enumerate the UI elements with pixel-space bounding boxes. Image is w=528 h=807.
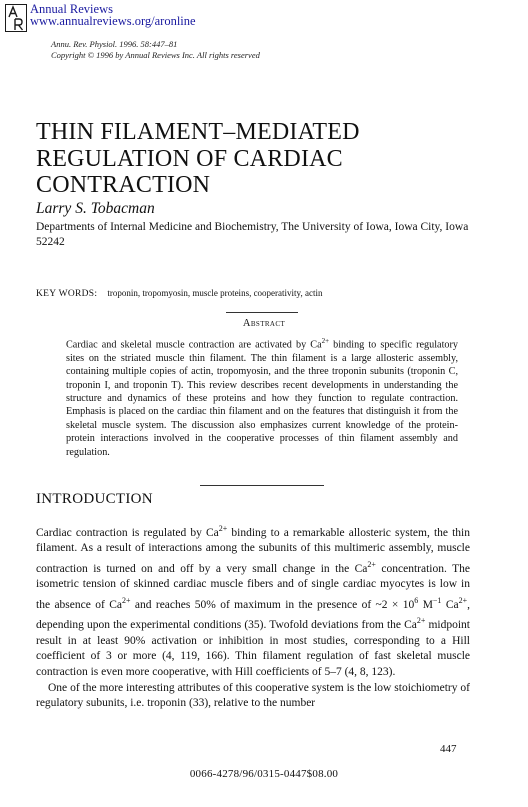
annual-reviews-logo-icon bbox=[6, 5, 26, 31]
abstract-heading: Abstract bbox=[242, 318, 286, 329]
author-name: Larry S. Tobacman bbox=[36, 200, 155, 217]
section-heading-introduction: INTRODUCTION bbox=[36, 491, 153, 507]
copyright-notice: Copyright © 1996 by Annual Reviews Inc. All rights reserved bbox=[51, 50, 260, 60]
annual-reviews-logo[interactable] bbox=[5, 4, 27, 32]
publisher-url-link[interactable]: www.annualreviews.org/aronline bbox=[30, 14, 196, 28]
abstract-text: Cardiac and skeletal muscle contraction are activated by $Ca^{2+}$ binding to specific regulatory sites on the striated muscle thin filament. The thin filament is a large allosteric assembly, containing multiple copies of actin, tropomyosin, and the three troponin subunits (troponin C, troponin I, and troponin T). This review describes recent developments in understanding the structure and dynamics of these proteins and how they function to regulate contraction. Emphasis is placed on the cardiac thin filament and on the features that distinguish it from the skeletal muscle system. The discussion also emphasizes current knowledge of the protein-protein interactions involved in the cooperative processes of thin filament assembly and regulation. bbox=[66, 337, 458, 458]
author-affiliation: Departments of Internal Medicine and Biochemistry, The University of Iowa, Iowa City, Iowa 52242 bbox=[36, 221, 469, 248]
page-number: 447 bbox=[440, 743, 457, 755]
abstract-bottom-rule bbox=[200, 485, 324, 486]
introduction-paragraph-1: Cardiac contraction is regulated by $Ca^{2+}$ binding to a remarkable allosteric system, the thin filament. As a result of interactions among the subunits of this multimeric assembly, muscle contraction is turned on and off by a very small change in the $Ca^{2+}$ concentration. The isometric tension of skinned cardiac muscle fibers and of single cardiac myocytes is low in the absence of $Ca^{2+}$ and reaches 50% of maximum in the presence of ~2 × $10^6$ $M^{-1}$ $Ca^{2+}$, depending upon the experimental conditions (35). Twofold deviations from the $Ca^{2+}$ midpoint result in at least 90% activation or inhibition in most studies, corresponding to a Hill coefficient of 3 or more (4, 119, 166). Thin filament regulation of fast skeletal muscle contraction is even more cooperative, with Hill coefficients of 5–7 (4, 8, 123). bbox=[36, 524, 470, 679]
keywords-list: troponin, tropomyosin, muscle proteins, cooperativity, actin bbox=[107, 288, 323, 298]
footer-code: 0066-4278/96/0315-0447$08.00 bbox=[189, 768, 339, 780]
abstract-top-rule bbox=[226, 312, 298, 313]
article-title: THIN FILAMENT–MEDIATED REGULATION OF CARDIAC CONTRACTION bbox=[36, 119, 360, 198]
keywords-label: KEY WORDS: bbox=[36, 289, 98, 299]
journal-citation: Annu. Rev. Physiol. 1996. 58:447–81 bbox=[51, 39, 178, 49]
publisher-name: Annual Reviews bbox=[30, 2, 113, 16]
introduction-paragraph-2: One of the more interesting attributes of this cooperative system is the low stoichiometry of regulatory subunits, i.e. troponin (33), relative to the number bbox=[36, 681, 470, 710]
keywords-line bbox=[36, 287, 496, 300]
introduction-body bbox=[36, 521, 470, 712]
